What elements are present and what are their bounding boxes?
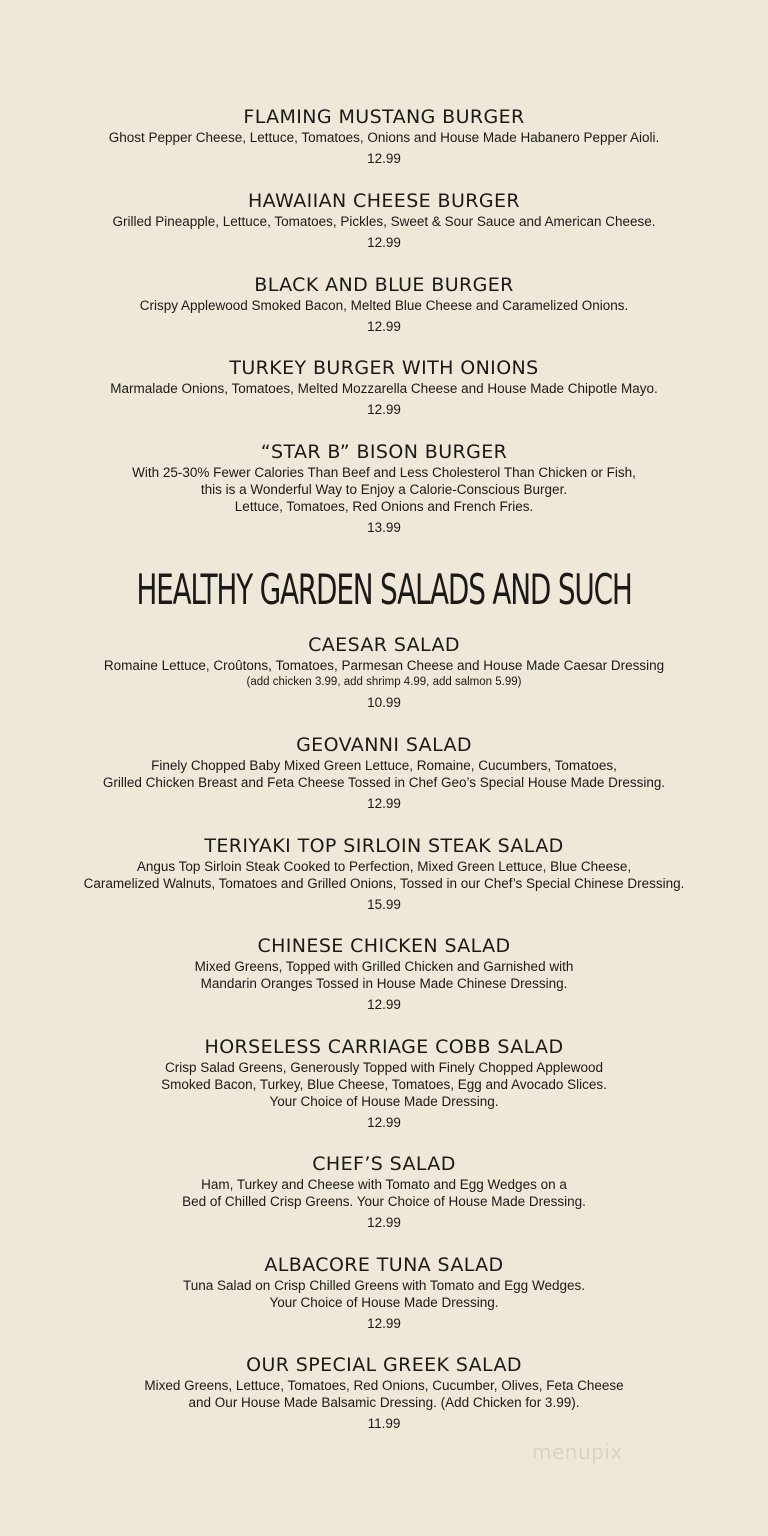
item-description xyxy=(0,380,768,397)
menu-item-chefs-salad xyxy=(0,1153,768,1231)
item-price: 12.99 xyxy=(367,319,401,334)
description-line: Your Choice of House Made Dressing. xyxy=(269,1094,499,1109)
description-line: Mandarin Oranges Tossed in House Made Chinese Dressing. xyxy=(200,976,568,991)
description-line: Mixed Greens, Lettuce, Tomatoes, Red Onions, Cucumber, Olives, Feta Cheese xyxy=(144,1378,624,1393)
description-line: Marmalade Onions, Tomatoes, Melted Mozzarella Cheese and House Made Chipotle Mayo. xyxy=(110,381,658,396)
description-line: Mixed Greens, Topped with Grilled Chicken and Garnished with xyxy=(194,959,574,974)
description-line: Tuna Salad on Crisp Chilled Greens with Tomato and Egg Wedges. xyxy=(183,1278,585,1293)
menu-item-geovanni-salad xyxy=(0,734,768,812)
item-description xyxy=(0,1377,768,1411)
description-line: Finely Chopped Baby Mixed Green Lettuce, Romaine, Cucumbers, Tomatoes, xyxy=(151,758,617,773)
description-line: Grilled Pineapple, Lettuce, Tomatoes, Pickles, Sweet & Sour Sauce and American Cheese. xyxy=(112,214,656,229)
item-price: 12.99 xyxy=(367,997,401,1012)
item-name: “STAR B” BISON BURGER xyxy=(260,441,508,463)
menu-item-horseless-carriage-cobb-salad xyxy=(0,1036,768,1131)
item-name: ALBACORE TUNA SALAD xyxy=(264,1254,504,1276)
description-line: Angus Top Sirloin Steak Cooked to Perfection, Mixed Green Lettuce, Blue Cheese, xyxy=(136,859,632,874)
item-description xyxy=(0,297,768,314)
description-line: Ghost Pepper Cheese, Lettuce, Tomatoes, Onions and House Made Habanero Pepper Aioli. xyxy=(108,130,660,145)
item-name: CAESAR SALAD xyxy=(308,634,460,656)
menu-item-albacore-tuna-salad xyxy=(0,1254,768,1332)
description-line: Caramelized Walnuts, Tomatoes and Grilled Onions, Tossed in our Chef’s Special Chinese Dressing. xyxy=(83,876,685,891)
item-price: 11.99 xyxy=(367,1416,401,1431)
item-description xyxy=(0,1277,768,1311)
item-add-on-note: (add chicken 3.99, add shrimp 4.99, add salmon 5.99) xyxy=(246,676,522,688)
item-name: CHINESE CHICKEN SALAD xyxy=(257,935,511,957)
section-heading-salads: HEALTHY GARDEN SALADS AND SUCH xyxy=(136,566,632,615)
menu-item-star-b-bison-burger xyxy=(0,441,768,536)
item-price: 15.99 xyxy=(367,897,401,912)
item-price: 12.99 xyxy=(367,235,401,250)
item-description xyxy=(0,129,768,146)
description-line: this is a Wonderful Way to Enjoy a Calorie-Conscious Burger. xyxy=(200,482,568,497)
item-description xyxy=(0,464,768,515)
item-description xyxy=(0,1059,768,1110)
menu-item-teriyaki-top-sirloin-steak-salad xyxy=(0,835,768,913)
description-line: and Our House Made Balsamic Dressing. (Add Chicken for 3.99). xyxy=(188,1395,580,1410)
description-line: Romaine Lettuce, Croûtons, Tomatoes, Parmesan Cheese and House Made Caesar Dressing xyxy=(103,658,665,673)
description-line: Your Choice of House Made Dressing. xyxy=(269,1295,499,1310)
item-description xyxy=(0,858,768,892)
menu-item-black-and-blue-burger xyxy=(0,274,768,335)
menu-item-turkey-burger-with-onions xyxy=(0,357,768,418)
description-line: Ham, Turkey and Cheese with Tomato and Egg Wedges on a xyxy=(201,1177,567,1192)
item-description xyxy=(0,958,768,992)
description-line: Grilled Chicken Breast and Feta Cheese Tossed in Chef Geo’s Special House Made Dressing. xyxy=(102,775,666,790)
item-price: 10.99 xyxy=(367,695,401,710)
item-price: 12.99 xyxy=(367,796,401,811)
menu-item-chinese-chicken-salad xyxy=(0,935,768,1013)
item-description xyxy=(0,757,768,791)
item-name: HORSELESS CARRIAGE COBB SALAD xyxy=(204,1036,564,1058)
description-line: Lettuce, Tomatoes, Red Onions and French Fries. xyxy=(234,499,534,514)
item-price: 12.99 xyxy=(367,1115,401,1130)
item-name: CHEF’S SALAD xyxy=(312,1153,456,1175)
item-price: 12.99 xyxy=(367,402,401,417)
menu-item-caesar-salad xyxy=(0,634,768,711)
item-name: TERIYAKI TOP SIRLOIN STEAK SALAD xyxy=(204,835,564,857)
menupix-watermark: menupix xyxy=(532,1440,623,1464)
item-name: TURKEY BURGER WITH ONIONS xyxy=(229,357,539,379)
description-line: Bed of Chilled Crisp Greens. Your Choice of House Made Dressing. xyxy=(182,1194,586,1209)
item-price: 12.99 xyxy=(367,1316,401,1331)
item-price: 12.99 xyxy=(367,1215,401,1230)
item-name: BLACK AND BLUE BURGER xyxy=(254,274,514,296)
description-line: With 25-30% Fewer Calories Than Beef and Less Cholesterol Than Chicken or Fish, xyxy=(132,465,636,480)
item-description xyxy=(0,213,768,230)
item-price: 12.99 xyxy=(367,151,401,166)
menu-item-hawaiian-cheese-burger xyxy=(0,190,768,251)
description-line: Smoked Bacon, Turkey, Blue Cheese, Tomatoes, Egg and Avocado Slices. xyxy=(161,1077,607,1092)
item-description xyxy=(0,657,768,674)
item-name: HAWAIIAN CHEESE BURGER xyxy=(248,190,520,212)
menu-item-flaming-mustang-burger xyxy=(0,106,768,167)
item-name: OUR SPECIAL GREEK SALAD xyxy=(246,1354,522,1376)
description-line: Crisp Salad Greens, Generously Topped with Finely Chopped Applewood xyxy=(164,1060,603,1075)
menu-item-our-special-greek-salad xyxy=(0,1354,768,1432)
item-name: GEOVANNI SALAD xyxy=(296,734,472,756)
item-price: 13.99 xyxy=(367,520,401,535)
item-name: FLAMING MUSTANG BURGER xyxy=(243,106,525,128)
item-description xyxy=(0,1176,768,1210)
description-line: Crispy Applewood Smoked Bacon, Melted Blue Cheese and Caramelized Onions. xyxy=(139,298,629,313)
